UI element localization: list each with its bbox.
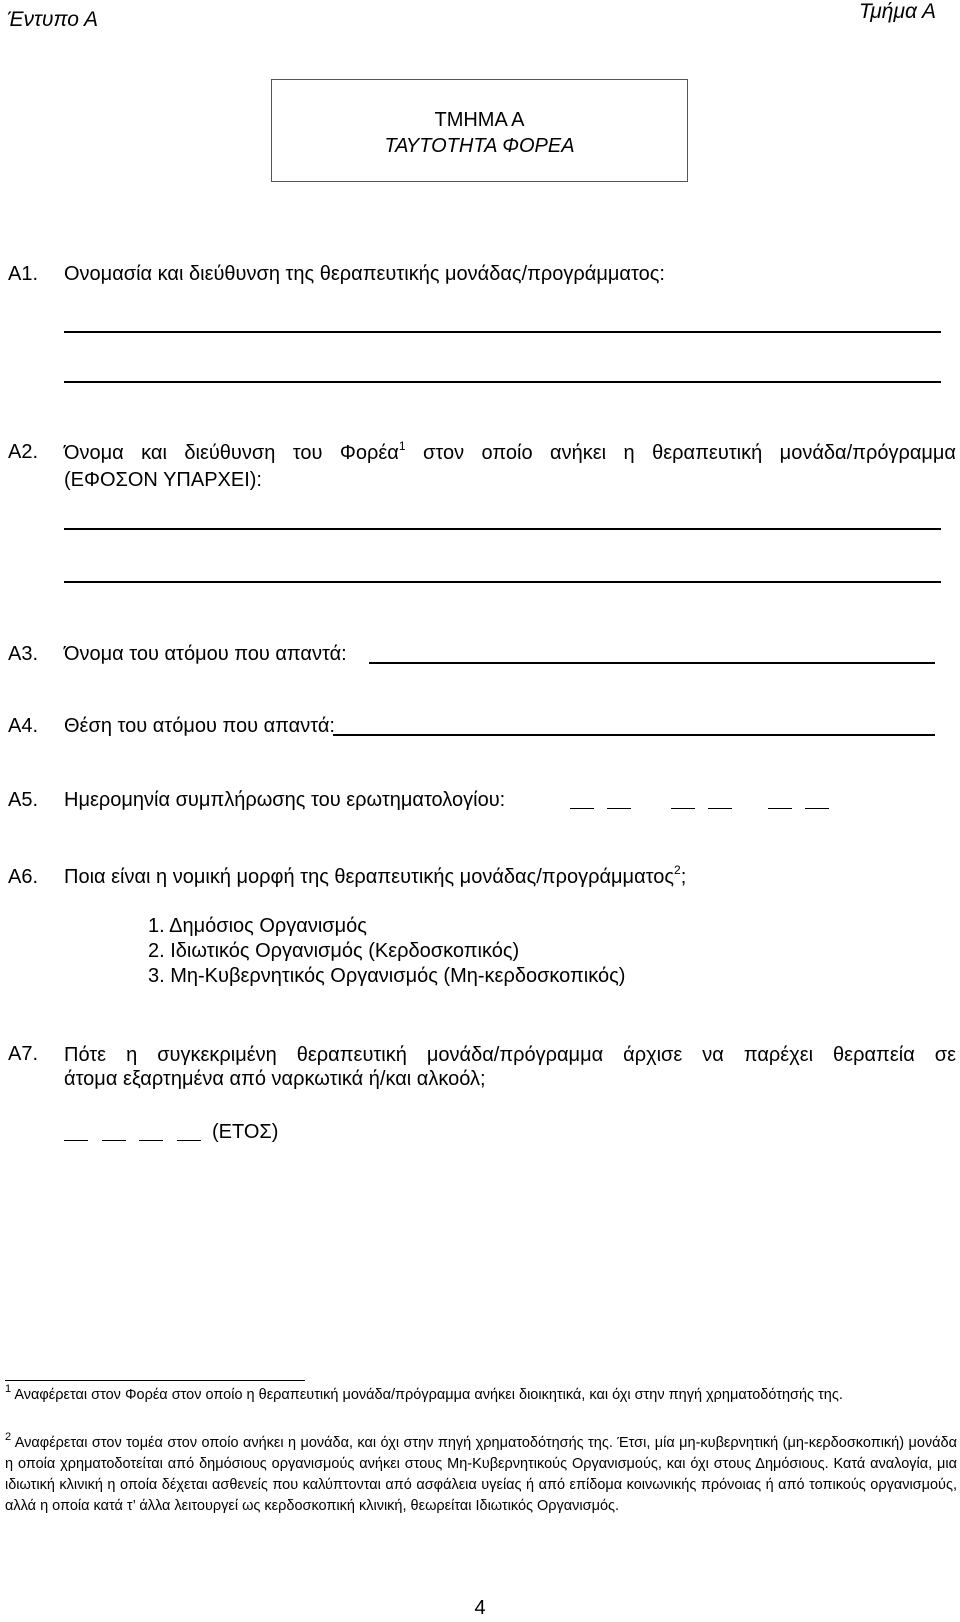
date-month-digit-1[interactable] xyxy=(671,808,695,809)
year-label: (ΕΤΟΣ) xyxy=(212,1121,279,1143)
date-day-digit-1[interactable] xyxy=(570,808,594,809)
question-text-a6-end: ; xyxy=(680,866,687,888)
option-ngo[interactable]: 3. Μη-Κυβερνητικός Οργανισμός (Μη-κερδοσκοπικός) xyxy=(148,965,626,987)
question-number-a7: Α7. xyxy=(8,1043,39,1065)
question-number-a2: Α2. xyxy=(8,441,39,463)
footnote-1-text: Αναφέρεται στον Φορέα στον οποίο η θεραπευτική μονάδα/πρόγραμμα ανήκει διοικητικά, και όχι στην πηγή χρηματοδότησής της. xyxy=(14,1387,843,1403)
footnote-separator xyxy=(5,1380,305,1381)
section-title-box xyxy=(271,79,688,182)
question-text-a2 xyxy=(64,441,956,466)
question-text-a7-line1: Πότε η συγκεκριμένη θεραπευτική μονάδα/πρόγραμμα άρχισε να παρέχει θεραπεία σε xyxy=(64,1044,956,1066)
date-year-digit-2[interactable] xyxy=(805,808,829,809)
form-label: Έντυπο Α xyxy=(7,8,98,31)
footnote-ref-1[interactable]: 1 xyxy=(398,439,406,453)
year-digit-2[interactable] xyxy=(102,1140,126,1141)
question-text-a2-line2: (ΕΦΟΣΟΝ ΥΠΑΡΧΕΙ): xyxy=(64,469,262,491)
question-text-a2-part2: στον οποίο ανήκει η θεραπευτική μονάδα/πρόγραμμα xyxy=(405,442,956,464)
date-month-digit-2[interactable] xyxy=(708,808,732,809)
year-digit-4[interactable] xyxy=(177,1140,201,1141)
answer-line-a4[interactable] xyxy=(333,734,935,736)
footnote-2-text: Αναφέρεται στον τομέα στον οποίο ανήκει η μονάδα, και όχι στην πηγή χρηματοδότησής της. Έτσι, μία μη-κυβερνητική (μη-κερδοσκοπική) μονάδα η οποία χρηματοδοτείται από δημόσιους οργανισμούς ανήκει στους Μη-Κυβερνητικούς Οργανισμούς, και όχι στους Δημόσιους. Κατά αναλογία, μια ιδιωτική κλινική η οποία δέχεται ασθενείς που καλύπτονται από ασφάλεια υγείας ή από επίδομα κοινωνικής πρόνοιας ή από τοπικούς οργανισμούς, αλλά η οποία κατά τ’ άλλα λειτουργεί ως κερδοσκοπική κλινική, θεωρείται Ιδιωτικός Οργανισμός. xyxy=(5,1435,957,1514)
footnote-2 xyxy=(5,1433,957,1517)
answer-line-a1-1[interactable] xyxy=(64,331,941,333)
question-text-a1: Ονομασία και διεύθυνση της θεραπευτικής μονάδας/προγράμματος: xyxy=(64,263,665,285)
answer-line-a1-2[interactable] xyxy=(64,381,941,383)
question-number-a1: Α1. xyxy=(8,263,39,285)
question-text-a4: Θέση του ατόμου που απαντά: xyxy=(64,715,335,737)
question-text-a3: Όνομα του ατόμου που απαντά: xyxy=(64,643,347,665)
question-number-a6: Α6. xyxy=(8,866,39,888)
answer-line-a2-1[interactable] xyxy=(64,528,941,530)
answer-line-a3[interactable] xyxy=(369,662,935,664)
question-number-a3: Α3. xyxy=(8,643,39,665)
section-title: ΤΜΗΜΑ Α xyxy=(434,109,525,131)
year-digit-1[interactable] xyxy=(64,1140,88,1141)
question-text-a2-part1: Όνομα και διεύθυνση του Φορέα xyxy=(64,442,399,464)
date-year-digit-1[interactable] xyxy=(768,808,792,809)
footnote-1 xyxy=(5,1385,957,1406)
year-digit-3[interactable] xyxy=(139,1140,163,1141)
footnote-ref-2[interactable]: 2 xyxy=(674,863,681,877)
question-text-a6 xyxy=(64,863,687,889)
question-number-a5: Α5. xyxy=(8,789,39,811)
question-number-a4: Α4. xyxy=(8,715,39,737)
footnote-1-mark: 1 xyxy=(5,1383,12,1395)
question-text-a6-main: Ποια είναι η νομική μορφή της θεραπευτικής μονάδας/προγράμματος xyxy=(64,866,675,888)
option-private[interactable]: 2. Ιδιωτικός Οργανισμός (Κερδοσκοπικός) xyxy=(148,940,520,962)
legal-form-options xyxy=(148,914,625,989)
question-text-a7-line2: άτομα εξαρτημένα από ναρκωτικά ή/και αλκοόλ; xyxy=(64,1068,486,1090)
section-label: Τμήμα Α xyxy=(859,0,936,23)
question-text-a5: Ημερομηνία συμπλήρωσης του ερωτηματολογίου: xyxy=(64,789,506,811)
answer-line-a2-2[interactable] xyxy=(64,581,941,583)
option-public[interactable]: 1. Δημόσιος Οργανισμός xyxy=(148,915,367,937)
section-subtitle: ΤΑΥΤΟΤΗΤΑ ΦΟΡΕΑ xyxy=(384,135,575,157)
footnote-2-mark: 2 xyxy=(5,1431,12,1443)
page-number: 4 xyxy=(474,1597,486,1619)
date-day-digit-2[interactable] xyxy=(607,808,631,809)
